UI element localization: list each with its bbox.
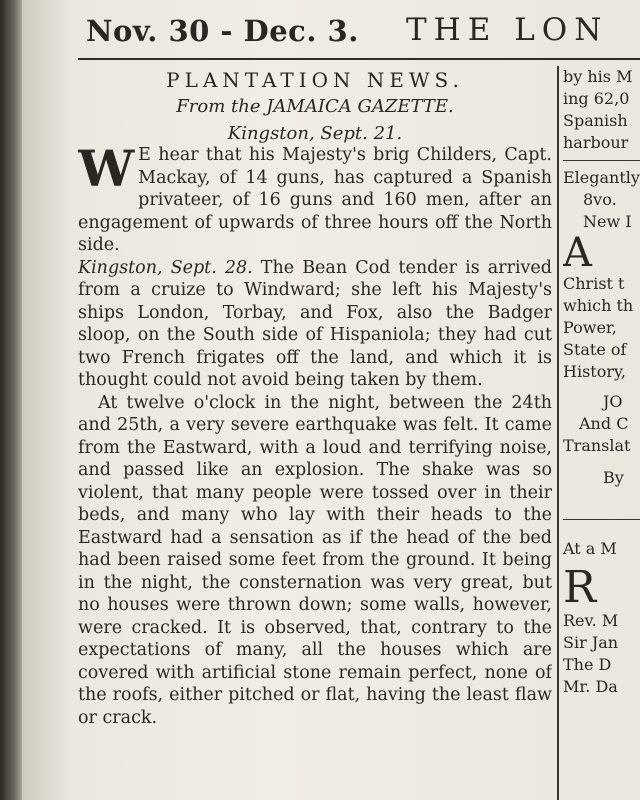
side-line: Spanish xyxy=(563,111,628,130)
side-block-1 xyxy=(563,66,640,154)
column-divider xyxy=(557,66,559,800)
side-block-3 xyxy=(563,538,640,698)
side-line: History, xyxy=(563,362,626,381)
side-line: Sir Jan xyxy=(563,633,619,652)
side-line: JO xyxy=(603,392,623,411)
side-line: Power, xyxy=(563,318,617,337)
side-line: which th xyxy=(563,296,634,315)
side-line: New I xyxy=(583,212,632,231)
main-column xyxy=(78,66,552,800)
paragraph-2-text: The Bean Cod tender is arrived from a cruize to Windward; she left his Majesty's ships London, Torbay, and Fox, also the Badger sloop, on the South side of Hispaniola; they had cut two French frigates off the land, and which it is thought could not avoid being taken by them. xyxy=(78,257,552,390)
article-dateline: Kingston, Sept. 21. xyxy=(227,123,403,144)
side-line: 8vo. xyxy=(583,190,617,209)
section-heading: PLANTATION NEWS. xyxy=(166,68,464,92)
paragraph-2 xyxy=(78,257,552,392)
side-line: by his M xyxy=(563,67,633,86)
side-line: And C xyxy=(579,414,629,433)
paragraph-3: At twelve o'clock in the night, between the 24th and 25th, a very severe earthquake was felt. It came from the Eastward, with a loud and terrifying noise, and passed like an explosion. The shake was so violent, that many people were tossed over in their beds, and many who lay with their heads to the Eastward had a sensation as if the head of the bed had been raised some feet from the ground. It being in the night, the consternation was very great, but no houses were thrown down; some walls, however, were cracked. It is observed, that, contrary to the expectations of many, all the houses which are covered with artificial stone remain perfect, none of the roofs, either pitched or flat, having the least flaw or crack. xyxy=(78,392,552,728)
paragraph-1-text: E hear that his Majesty's brig Childers, Capt. Mackay, of 14 guns, has captured a Spanish privateer, of 16 guns and 160 men, after an engagement of upwards of three hours off the North side. xyxy=(78,145,552,255)
side-line: The D xyxy=(563,655,612,674)
side-line: By xyxy=(603,468,624,487)
masthead-title: THE LON xyxy=(406,12,609,48)
side-block-2 xyxy=(563,167,640,489)
side-line: State of xyxy=(563,340,627,359)
adjacent-column xyxy=(563,66,640,800)
header-rule xyxy=(78,58,640,60)
newspaper-page xyxy=(22,0,640,800)
side-line: Mr. Da xyxy=(563,677,618,696)
source-line: From the JAMAICA GAZETTE. xyxy=(176,96,454,117)
side-rule xyxy=(563,519,640,520)
side-line: Translat xyxy=(563,436,631,455)
side-line: Rev. M xyxy=(563,611,619,630)
paragraph-2-dateline: Kingston, Sept. 28. xyxy=(78,257,253,278)
drop-cap: W xyxy=(78,139,135,198)
side-line: R xyxy=(563,562,597,613)
page-header xyxy=(22,0,640,60)
side-line: Elegantly xyxy=(563,168,640,187)
side-rule xyxy=(563,160,640,161)
side-line: At a M xyxy=(563,539,617,558)
side-line: Christ t xyxy=(563,274,625,293)
paragraph-1 xyxy=(78,139,552,257)
issue-date: Nov. 30 - Dec. 3. xyxy=(86,14,359,48)
side-line: A xyxy=(563,230,592,276)
side-line: harbour xyxy=(563,133,629,152)
side-line: ing 62,0 xyxy=(563,89,630,108)
